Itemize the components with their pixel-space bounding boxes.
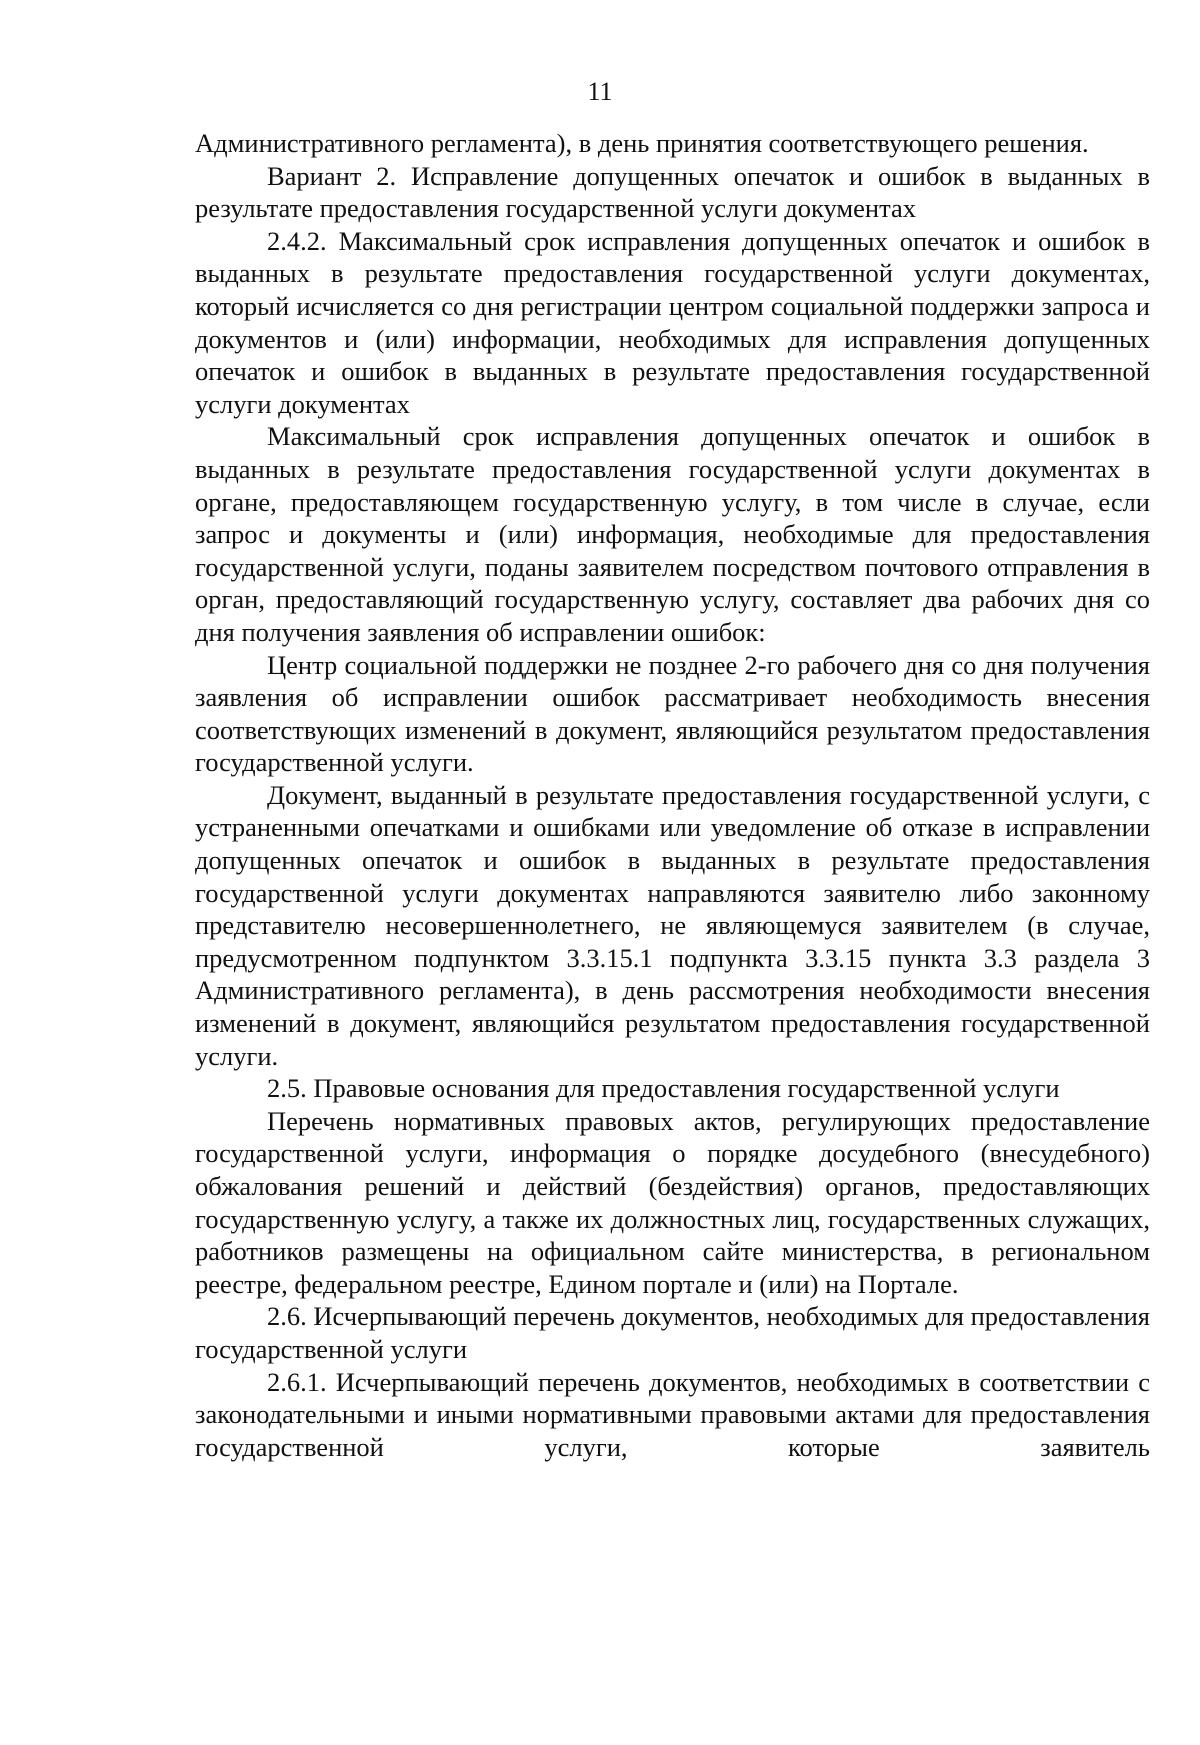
paragraph-2-4-2: 2.4.2. Максимальный срок исправления допущенных опечаток и ошибок в выданных в результате предоставления государственной услуги документах, который исчисляется со дня регистрации центром социальной поддержки запроса и документов и (или) информации, необходимых для исправления допущенных опечаток и ошибок в выданных в результате предоставления государственной услуги документах xyxy=(195,225,1150,419)
page-number: 11 xyxy=(587,77,613,106)
paragraph-variant-heading: Вариант 2. Исправление допущенных опечаток и ошибок в выданных в результате предоставления государственной услуги документах xyxy=(195,160,1150,224)
paragraph-max-term: Максимальный срок исправления допущенных опечаток и ошибок в выданных в результате предоставления государственной услуги документах в органе, предоставляющем государственную услугу, в том числе в случае, если запрос и документы и (или) информация, необходимые для предоставления государственной услуги, поданы заявителем посредством почтового отправления в орган, предоставляющий государственную услугу, составляет два рабочих дня со дня получения заявления об исправлении ошибок: xyxy=(195,421,1150,647)
paragraph-continuation: Административного регламента), в день принятия соответствующего решения. xyxy=(195,128,1089,158)
document-body xyxy=(195,127,1150,1463)
paragraph-2-6-heading: 2.6. Исчерпывающий перечень документов, необходимых для предоставления государственной услуги xyxy=(195,1301,1150,1364)
paragraph-2-6-1: 2.6.1. Исчерпывающий перечень документов, необходимых в соответствии с законодательными и иными нормативными правовыми актами для предоставления государственной услуги, которые заявитель xyxy=(195,1366,1150,1462)
paragraph-legal-acts: Перечень нормативных правовых актов, регулирующих предоставление государственной услуги, информация о порядке досудебного (внесудебного) обжалования решений и действий (бездействия) органов, предоставляющих государственную услугу, а также их должностных лиц, государственных служащих, работников размещены на официальном сайте министерства, в региональном реестре, федеральном реестре, Едином портале и (или) на Портале. xyxy=(195,1105,1150,1299)
paragraph-document-issued: Документ, выданный в результате предоставления государственной услуги, с устраненными опечатками и ошибками или уведомление об отказе в исправлении допущенных опечаток и ошибок в выданных в результате предоставления государственной услуги документах направляются заявителю либо законному представителю несовершеннолетнего, не являющемуся заявителем (в случае, предусмотренном подпунктом 3.3.15.1 подпункта 3.3.15 пункта 3.3 раздела 3 Административного регламента), в день рассмотрения необходимости внесения изменений в документ, являющийся результатом предоставления государственной услуги. xyxy=(195,779,1150,1071)
paragraph-center-review: Центр социальной поддержки не позднее 2-го рабочего дня со дня получения заявления об исправлении ошибок рассматривает необходимость внесения соответствующих изменений в документ, являющийся результатом предоставления государственной услуги. xyxy=(195,649,1150,778)
paragraph-2-5-heading: 2.5. Правовые основания для предоставления государственной услуги xyxy=(267,1073,1060,1104)
